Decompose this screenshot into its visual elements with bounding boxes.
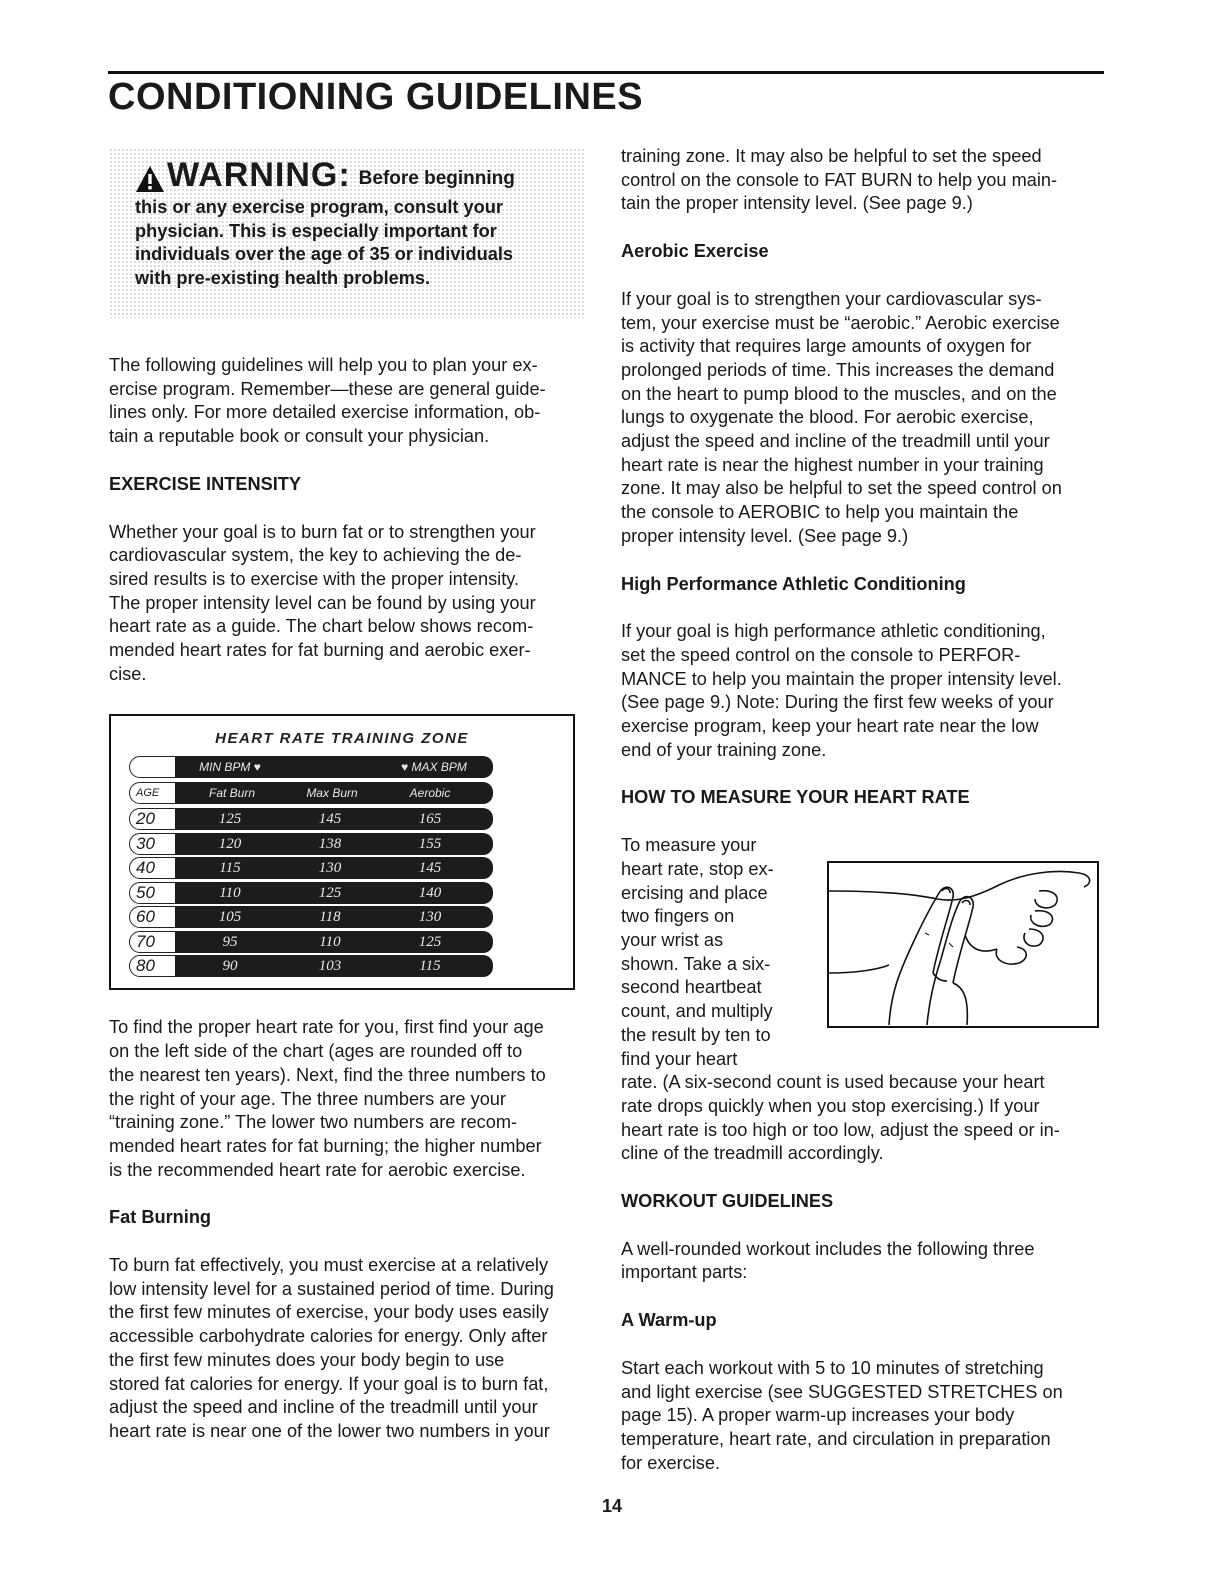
warning-line: with pre-existing health problems. <box>135 267 431 288</box>
text-line: prolonged periods of time. This increases the demand <box>621 359 1055 380</box>
max-bpm-label: ♥ MAX BPM <box>401 760 467 775</box>
text-line: the first few minutes of exercise, your body uses easily <box>109 1302 549 1323</box>
fat-burn-cell: 105 <box>218 909 242 926</box>
text-line: page 15). A proper warm-up increases your body <box>621 1405 1015 1426</box>
text-line: accessible carbohydrate calories for energy. Only after <box>109 1326 548 1347</box>
max-burn-cell: 138 <box>318 835 342 852</box>
text-line: and light exercise (see SUGGESTED STRETCHES on <box>621 1381 1063 1402</box>
text-line: the right of your age. The three numbers are your <box>109 1088 506 1109</box>
text-line: tem, your exercise must be “aerobic.” Aerobic exercise <box>621 312 1060 333</box>
page-title: CONDITIONING GUIDELINES <box>108 76 644 118</box>
text-line: control on the console to FAT BURN to help you main- <box>621 169 1058 190</box>
text-line: end of your training zone. <box>621 739 827 760</box>
text-line: To measure your <box>621 835 757 856</box>
text-line: To burn fat effectively, you must exercise at a relatively <box>109 1255 549 1276</box>
age-cell: 20 <box>129 808 189 830</box>
chart-minmax-row <box>175 756 493 778</box>
text-line: the console to AEROBIC to help you maintain the <box>621 502 1019 523</box>
text-line: important parts: <box>621 1262 748 1283</box>
age-cell: 60 <box>129 906 189 928</box>
warmup-paragraph <box>621 1357 1097 1476</box>
fat-burn-cell: 125 <box>218 811 242 828</box>
text-line: the result by ten to <box>621 1024 771 1045</box>
heading-workout-guidelines: WORKOUT GUIDELINES <box>621 1191 834 1212</box>
max-burn-cell: 125 <box>318 884 342 901</box>
intensity-paragraph <box>109 521 585 687</box>
min-bpm-label: MIN BPM ♥ <box>199 760 261 775</box>
measure-side-text <box>621 834 821 1071</box>
right-column <box>621 145 1097 1475</box>
text-line: zone. It may also be helpful to set the speed control on <box>621 478 1062 499</box>
heart-rate-chart <box>109 714 575 990</box>
workout-paragraph <box>621 1238 1097 1285</box>
max-burn-cell: 130 <box>318 860 342 877</box>
intro-paragraph <box>109 354 585 449</box>
high-performance-paragraph <box>621 620 1097 762</box>
column-aerobic: Aerobic <box>409 786 451 801</box>
text-line: sired results is to exercise with the proper intensity. <box>109 568 520 589</box>
text-line: To find the proper heart rate for you, first find your age <box>109 1017 544 1038</box>
text-line: is activity that requires large amounts of oxygen for <box>621 336 1032 357</box>
aerobic-cell: 130 <box>418 909 442 926</box>
text-line: tain a reputable book or consult your physician. <box>109 426 490 447</box>
text-line: second heartbeat <box>621 977 762 998</box>
measure-rest-paragraph <box>621 1071 1097 1166</box>
chart-header-row <box>175 782 493 804</box>
text-line: temperature, heart rate, and circulation in preparation <box>621 1428 1051 1449</box>
measure-section <box>621 834 1097 1071</box>
text-line: heart rate, stop ex- <box>621 858 774 879</box>
column-fat-burn: Fat Burn <box>208 786 256 801</box>
text-line: (See page 9.) Note: During the first few weeks of your <box>621 692 1054 713</box>
fat-paragraph <box>109 1254 585 1444</box>
text-line: A well-rounded workout includes the following three <box>621 1238 1035 1259</box>
text-line: lungs to oxygenate the blood. For aerobic exercise, <box>621 407 1034 428</box>
text-line: the nearest ten years). Next, find the three numbers to <box>109 1064 546 1085</box>
age-label: AGE <box>129 782 189 804</box>
text-line: adjust the speed and incline of the treadmill until your <box>621 431 1050 452</box>
age-cell: 70 <box>129 931 189 953</box>
text-line: count, and multiply <box>621 1001 773 1022</box>
text-line: is the recommended heart rate for aerobic exercise. <box>109 1159 526 1180</box>
table-row <box>175 955 493 977</box>
text-line: The proper intensity level can be found by using your <box>109 592 536 613</box>
text-line: mended heart rates for fat burning and aerobic exer- <box>109 640 531 661</box>
text-line: two fingers on <box>621 906 735 927</box>
text-line: “training zone.” The lower two numbers are recom- <box>109 1112 518 1133</box>
text-line: adjust the speed and incline of the treadmill until your <box>109 1397 538 1418</box>
warning-box <box>109 148 585 318</box>
text-line: stored fat calories for energy. If your goal is to burn fat, <box>109 1373 549 1394</box>
aerobic-cell: 115 <box>419 958 441 975</box>
fat-burn-cell: 90 <box>222 958 238 975</box>
heading-aerobic-exercise: Aerobic Exercise <box>621 241 769 262</box>
text-line: the first few minutes does your body begin to use <box>109 1349 505 1370</box>
page-number: 14 <box>601 1496 623 1516</box>
fat-burn-cell: 120 <box>218 835 242 852</box>
text-line: training zone. It may also be helpful to set the speed <box>621 146 1042 166</box>
age-cell: 30 <box>129 833 189 855</box>
aerobic-cell: 145 <box>418 860 442 877</box>
table-row <box>175 857 493 879</box>
text-line: If your goal is to strengthen your cardiovascular sys- <box>621 288 1042 309</box>
text-line: tain the proper intensity level. (See page 9.) <box>621 193 973 214</box>
table-row <box>175 906 493 928</box>
age-cell: 40 <box>129 857 189 879</box>
text-line: ercising and place <box>621 882 768 903</box>
column-max-burn: Max Burn <box>306 786 358 801</box>
warning-line: physician. This is especially important for <box>135 220 497 241</box>
table-row <box>175 833 493 855</box>
text-line: The following guidelines will help you to plan your ex- <box>109 355 538 375</box>
hand-on-wrist-icon <box>829 863 1097 1026</box>
table-row <box>175 931 493 953</box>
max-burn-cell: 110 <box>319 933 341 950</box>
text-line: heart rate as a guide. The chart below shows recom- <box>109 616 534 637</box>
text-line: cline of the treadmill accordingly. <box>621 1143 884 1164</box>
warning-lead: Before beginning <box>358 168 515 189</box>
text-line: lines only. For more detailed exercise information, ob- <box>109 402 541 423</box>
aerobic-cell: 140 <box>418 884 442 901</box>
chart-title: HEART RATE TRAINING ZONE <box>215 730 469 748</box>
text-line: heart rate is near one of the lower two numbers in your <box>109 1420 550 1441</box>
max-burn-cell: 145 <box>318 811 342 828</box>
text-line: on the left side of the chart (ages are rounded off to <box>109 1041 523 1062</box>
max-burn-cell: 103 <box>318 958 342 975</box>
find-paragraph <box>109 1016 585 1182</box>
heading-measure-heart-rate: HOW TO MEASURE YOUR HEART RATE <box>621 787 970 808</box>
warning-text <box>135 196 575 290</box>
heading-warm-up: A Warm-up <box>621 1310 717 1331</box>
aerobic-cell: 155 <box>418 835 442 852</box>
warning-line: this or any exercise program, consult your <box>135 197 503 217</box>
text-line: cise. <box>109 663 147 684</box>
heading-exercise-intensity: EXERCISE INTENSITY <box>109 473 302 494</box>
fat-burn-cell: 95 <box>222 933 238 950</box>
fat-burn-cell: 115 <box>219 860 241 877</box>
table-row <box>175 882 493 904</box>
text-line: Start each workout with 5 to 10 minutes of stretching <box>621 1357 1044 1378</box>
left-column <box>109 148 585 1444</box>
warning-word: WARNING: <box>167 156 351 194</box>
wrist-illustration <box>827 861 1099 1028</box>
text-line: set the speed control on the console to PERFOR- <box>621 644 1021 665</box>
text-line: proper intensity level. (See page 9.) <box>621 525 909 546</box>
text-line: heart rate is near the highest number in your training <box>621 454 1044 475</box>
max-burn-cell: 118 <box>319 909 341 926</box>
text-line: rate drops quickly when you stop exercising.) If your <box>621 1095 1040 1116</box>
table-row <box>175 808 493 830</box>
warning-triangle-icon <box>135 164 165 194</box>
text-line: If your goal is high performance athletic conditioning, <box>621 621 1046 642</box>
text-line: low intensity level for a sustained period of time. During <box>109 1278 554 1299</box>
text-line: ercise program. Remember—these are general guide- <box>109 378 546 399</box>
heading-fat-burning: Fat Burning <box>109 1207 212 1228</box>
age-cell: 50 <box>129 882 189 904</box>
aerobic-paragraph <box>621 288 1097 549</box>
aerobic-cell: 165 <box>418 811 442 828</box>
fat-continued-paragraph <box>621 145 1097 216</box>
text-line: your wrist as <box>621 929 724 950</box>
heading-high-performance: High Performance Athletic Conditioning <box>621 573 966 594</box>
aerobic-cell: 125 <box>418 933 442 950</box>
text-line: heart rate is too high or too low, adjust the speed or in- <box>621 1119 1060 1140</box>
text-line: mended heart rates for fat burning; the higher number <box>109 1135 542 1156</box>
text-line: Whether your goal is to burn fat or to strengthen your <box>109 521 536 542</box>
text-line: for exercise. <box>621 1452 721 1473</box>
text-line: rate. (A six-second count is used because your heart <box>621 1072 1045 1093</box>
text-line: cardiovascular system, the key to achieving the de- <box>109 545 522 566</box>
text-line: on the heart to pump blood to the muscles, and on the <box>621 383 1057 404</box>
text-line: find your heart <box>621 1048 738 1069</box>
text-line: MANCE to help you maintain the proper intensity level. <box>621 668 1062 689</box>
text-line: exercise program, keep your heart rate near the low <box>621 716 1039 737</box>
warning-line: individuals over the age of 35 or individuals <box>135 244 513 264</box>
age-cell: 80 <box>129 955 189 977</box>
text-line: shown. Take a six- <box>621 953 771 974</box>
fat-burn-cell: 110 <box>219 884 241 901</box>
